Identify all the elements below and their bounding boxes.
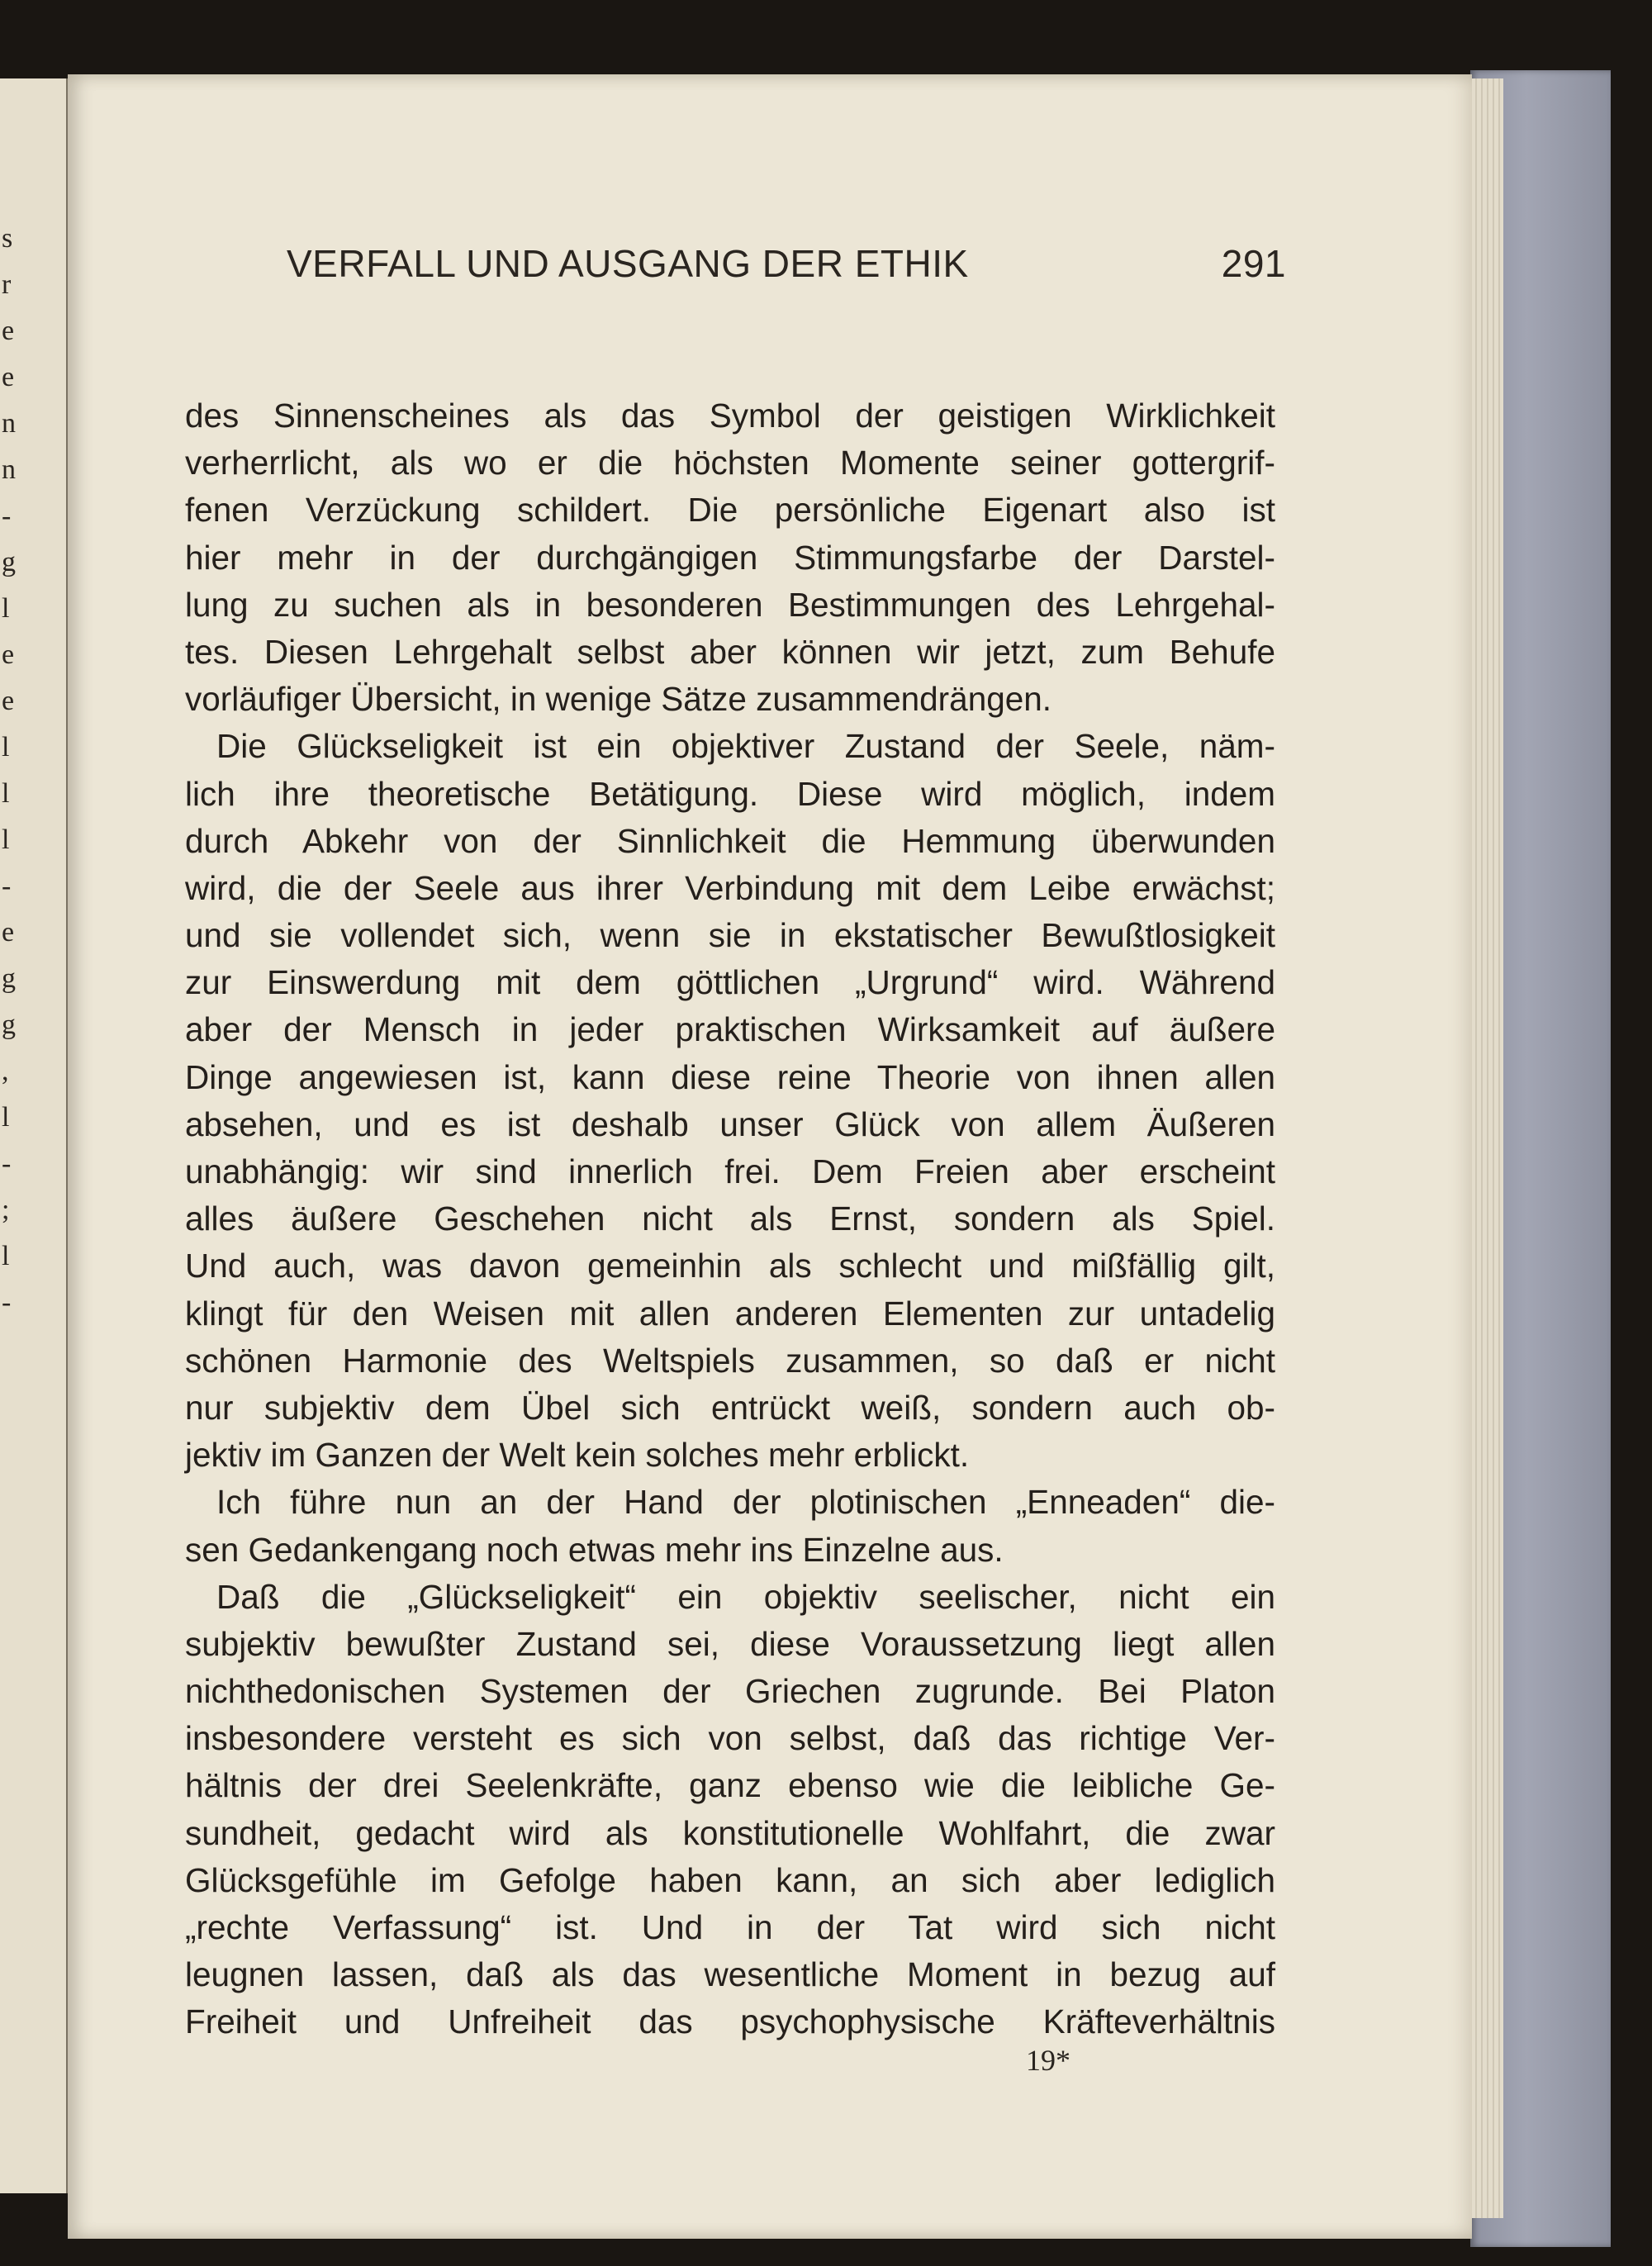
text-line: absehen, und es ist deshalb unser Glück von allem Äußeren [185, 1104, 1275, 1143]
previous-page-glyph: n [2, 454, 16, 485]
previous-page-glyph: e [2, 686, 15, 716]
previous-page-glyph: l [2, 1102, 10, 1133]
previous-page-glyph: ; [2, 1195, 10, 1225]
previous-page-glyph: n [2, 408, 16, 439]
text-line: lich ihre theoretische Betätigung. Diese wird möglich, indem [185, 774, 1275, 813]
previous-page-glyph: r [2, 269, 12, 300]
text-line: Die Glückseligkeit ist ein objektiver Zustand der Seele, näm- [216, 727, 1275, 766]
text-line: lung zu suchen als in besonderen Bestimmungen des Lehrgehal- [185, 585, 1275, 624]
previous-page-glyph: l [2, 593, 10, 624]
previous-page-glyph: g [2, 1009, 16, 1040]
previous-page-glyph: e [2, 639, 15, 670]
signature-mark: 19* [1026, 2044, 1070, 2077]
text-line: klingt für den Weisen mit allen anderen Elementen zur untadelig [185, 1294, 1275, 1333]
text-line: Ich führe nun an der Hand der plotinischen „Enneaden“ die- [216, 1483, 1275, 1522]
previous-page-glyph: - [2, 1287, 12, 1318]
text-line: Freiheit und Unfreiheit das psychophysische Kräfteverhältnis [185, 2002, 1275, 2041]
text-line: des Sinnenscheines als das Symbol der geistigen Wirklichkeit [185, 397, 1275, 435]
text-line: nichthedonischen Systemen der Griechen zugrunde. Bei Platon [185, 1672, 1275, 1711]
text-line: alles äußere Geschehen nicht als Ernst, sondern als Spiel. [185, 1200, 1275, 1238]
text-line: und sie vollendet sich, wenn sie in ekstatischer Bewußtlosigkeit [185, 916, 1275, 955]
previous-page-glyph: l [2, 824, 10, 855]
previous-page-glyph: e [2, 316, 15, 346]
text-line: Und auch, was davon gemeinhin als schlecht und mißfällig gilt, [185, 1247, 1275, 1285]
previous-page-edge [0, 78, 69, 2193]
text-line: subjektiv bewußter Zustand sei, diese Voraussetzung liegt allen [185, 1624, 1275, 1663]
text-line: fenen Verzückung schildert. Die persönliche Eigenart also ist [185, 491, 1275, 530]
page-number: 291 [1221, 242, 1286, 285]
text-line: unabhängig: wir sind innerlich frei. Dem Freien aber erscheint [185, 1152, 1275, 1190]
text-line: insbesondere versteht es sich von selbst, daß das richtige Ver- [185, 1719, 1275, 1758]
previous-page-glyph: - [2, 871, 12, 901]
text-line: tes. Diesen Lehrgehalt selbst aber können wir jetzt, zum Behufe [185, 632, 1275, 671]
text-line: leugnen lassen, daß als das wesentliche Moment in bezug auf [185, 1955, 1275, 1994]
text-line: jektiv im Ganzen der Welt kein solches mehr erblickt. [185, 1436, 970, 1475]
running-title: VERFALL UND AUSGANG DER ETHIK [287, 242, 969, 285]
text-line: wird, die der Seele aus ihrer Verbindung mit dem Leibe erwächst; [185, 868, 1275, 907]
previous-page-glyph: s [2, 223, 13, 254]
previous-page-glyph: e [2, 917, 15, 948]
previous-page-glyph: g [2, 963, 16, 994]
previous-page-glyph: g [2, 547, 16, 577]
previous-page-glyph: l [2, 1241, 10, 1271]
previous-page-glyph: - [2, 1148, 12, 1179]
text-line: zur Einswerdung mit dem göttlichen „Urgrund“ wird. Während [185, 963, 1275, 1002]
text-line: schönen Harmonie des Weltspiels zusammen, so daß er nicht [185, 1341, 1275, 1380]
text-line: Dinge angewiesen ist, kann diese reine Theorie von ihnen allen [185, 1057, 1275, 1096]
previous-page-glyph: l [2, 778, 10, 809]
previous-page-glyph: , [2, 1056, 9, 1086]
text-line: Daß die „Glückseligkeit“ ein objektiv seelischer, nicht ein [216, 1577, 1275, 1616]
text-line: „rechte Verfassung“ ist. Und in der Tat wird sich nicht [185, 1908, 1275, 1946]
text-line: Glücksgefühle im Gefolge haben kann, an sich aber lediglich [185, 1860, 1275, 1899]
text-line: aber der Mensch in jeder praktischen Wirksamkeit auf äußere [185, 1010, 1275, 1049]
body-text [185, 392, 1275, 2046]
text-line: sundheit, gedacht wird als konstitutionelle Wohlfahrt, die zwar [185, 1813, 1275, 1852]
previous-page-glyph: e [2, 362, 15, 392]
text-line: hier mehr in der durchgängigen Stimmungsfarbe der Darstel- [185, 538, 1275, 577]
text-line: durch Abkehr von der Sinnlichkeit die Hemmung überwunden [185, 821, 1275, 860]
text-line: verherrlicht, als wo er die höchsten Momente seiner gottergrif- [185, 444, 1275, 482]
text-line: sen Gedankengang noch etwas mehr ins Einzelne aus. [185, 1530, 1004, 1569]
previous-page-glyph: - [2, 501, 12, 531]
text-line: vorläufiger Übersicht, in wenige Sätze zusammendrängen. [185, 680, 1052, 719]
book-page [68, 74, 1472, 2239]
previous-page-glyph: l [2, 732, 10, 762]
text-line: nur subjektiv dem Übel sich entrückt weiß, sondern auch ob- [185, 1388, 1275, 1427]
text-line: hältnis der drei Seelenkräfte, ganz ebenso wie die leibliche Ge- [185, 1766, 1275, 1805]
